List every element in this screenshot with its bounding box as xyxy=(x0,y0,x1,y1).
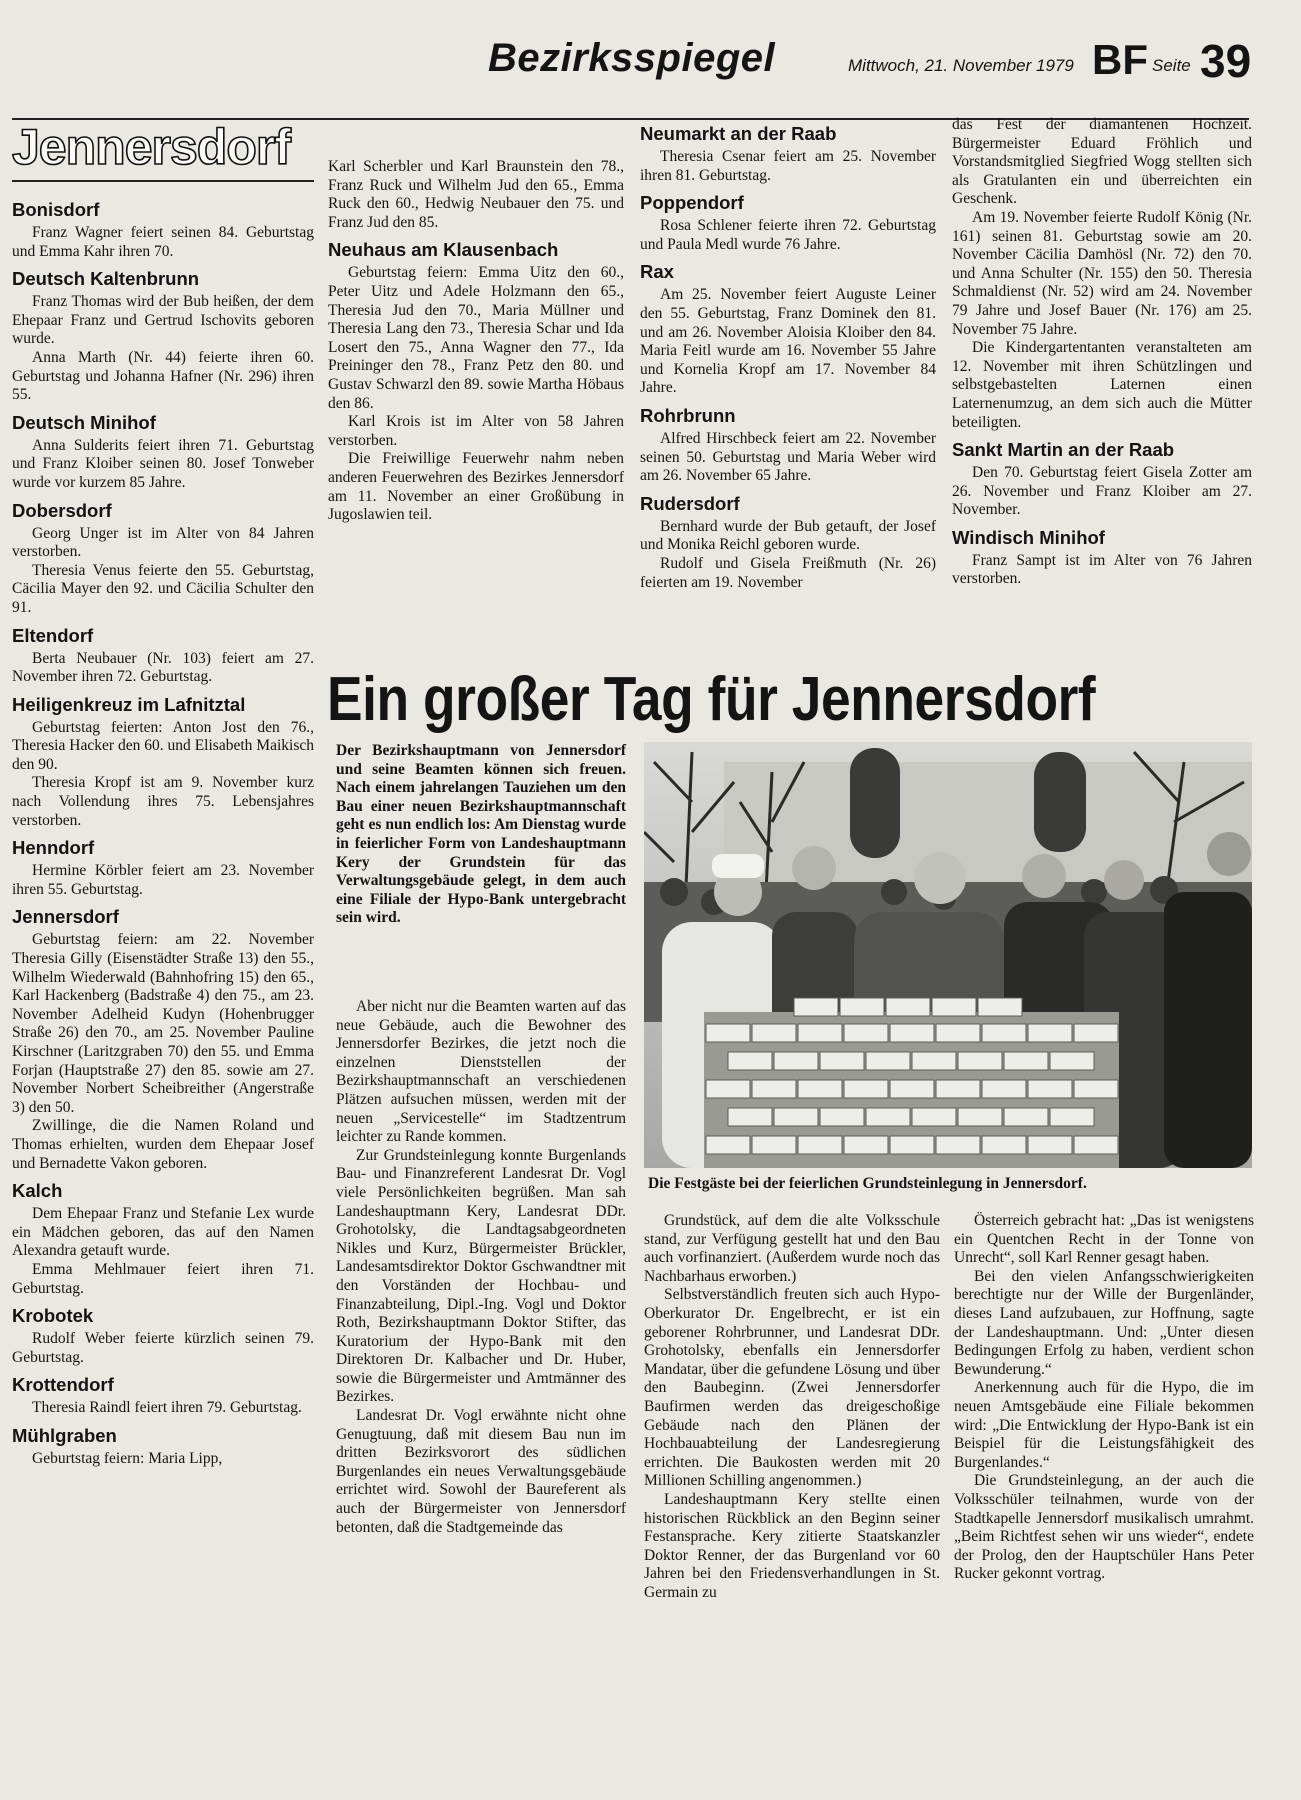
news-paragraph: Geburtstag feiern: Maria Lipp, xyxy=(32,1449,223,1467)
news-paragraph: Dem Ehepaar Franz und Stefanie Lex wurde ein Mädchen geboren, das auf den Namen Alexandra getauft wurde. xyxy=(12,1205,314,1260)
section-title: Bezirksspiegel xyxy=(488,36,776,80)
news-paragraph: Am 25. November feiert Auguste Leiner den 55. Geburtstag, Franz Dominek den 81. und am 26. November Aloisia Kloiber den 84. Maria Feitl wurde am 16. November 55 Jahre und Kornelia Kropf am 17. November 84 Jahre. xyxy=(640,286,936,397)
news-paragraph: Theresia Raindl feiert ihren 79. Geburtstag. xyxy=(32,1399,302,1417)
article-paragraph: Bei den vielen Anfangsschwierigkeiten berechtigte nur der Wille der Burgenländer, dieses Land aufzubauen, zur Hoffnung, sagte der Landeshauptmann. Und: „Unter diesen Bedingungen Erfolg zu haben, verdient schon Bewunderung.“ xyxy=(954,1267,1254,1378)
issue-date: Mittwoch, 21. November 1979 xyxy=(848,56,1074,75)
article-paragraph: Anerkennung auch für die Hypo, die im neuen Amtsgebäude eine Filiale bekommen wird: „Die Entwicklung der Hypo-Bank ist ein Beispiel für die Leistungsfähigkeit des Burgenlandes.“ xyxy=(954,1379,1254,1471)
newspaper-logo: BF xyxy=(1092,36,1148,83)
news-paragraph: Bernhard wurde der Bub getauft, der Josef und Monika Reichl geboren wurde. xyxy=(640,517,936,554)
article-paragraph: Die Grundsteinlegung, an der auch die Volksschüler teilnahmen, wurde von der Stadtkapelle Jennersdorf musikalisch umrahmt. „Beim Richtfest sehen wir uns wieder“, endete der Prolog, den der Hauptschüler Hans Peter Rucker gekonnt vortrag. xyxy=(954,1472,1254,1583)
news-paragraph: Franz Sampt ist im Alter von 76 Jahren verstorben. xyxy=(952,551,1252,588)
place-heading: Sankt Martin an der Raab xyxy=(952,439,1175,461)
news-paragraph: Franz Wagner feiert seinen 84. Geburtstag und Emma Kahr ihren 70. xyxy=(12,224,314,260)
column-1 xyxy=(12,118,314,1469)
article-paragraph: Österreich gebracht hat: „Das ist wenigstens ein Quentchen Recht in der Tonne von Unrecht“, soll Karl Renner gesagt haben. xyxy=(954,1212,1254,1267)
place-heading: Neumarkt an der Raab xyxy=(640,123,837,144)
place-heading: Mühlgraben xyxy=(12,1424,117,1446)
article-paragraph: Grundstück, auf dem die alte Volksschule stand, zur Verfügung gestellt hat und den Bau auch vorfinanziert. (Außerdem wurde noch das Nachbarhaus erworben.) xyxy=(644,1212,940,1285)
place-heading: Rudersdorf xyxy=(640,492,740,514)
local-news-list xyxy=(640,122,936,592)
place-heading: Bonisdorf xyxy=(12,199,100,220)
local-news-list xyxy=(952,116,1252,589)
place-heading: Deutsch Kaltenbrunn xyxy=(12,268,200,290)
news-paragraph: Karl Krois ist im Alter von 58 Jahren verstorben. xyxy=(328,413,624,449)
local-news-list xyxy=(328,158,624,525)
news-paragraph: Anna Marth (Nr. 44) feierte ihren 60. Geburtstag und Johanna Hafner (Nr. 296) ihren 55. xyxy=(12,348,314,404)
article-headline: Ein großer Tag für Jennersdorf xyxy=(327,665,1096,734)
local-news-list xyxy=(12,198,314,1469)
news-paragraph: Franz Thomas wird der Bub heißen, der dem Ehepaar Franz und Gertrud Ischovits geboren wurde. xyxy=(12,293,314,348)
column-4 xyxy=(952,116,1252,589)
news-paragraph: Den 70. Geburtstag feiert Gisela Zotter am 26. November und Franz Kloiber am 27. November. xyxy=(952,464,1252,519)
news-paragraph: Theresia Kropf ist am 9. November kurz nach Vollendung ihres 75. Lebensjahres verstorben. xyxy=(12,774,314,829)
news-paragraph: Geburtstag feiern: am 22. November Theresia Gilly (Eisenstädter Straße 13) den 55., Wilhelm Wiederwald (Bahnhofring 15) den 65., Karl Hackenberg (Badstraße 4) den 75., am 23. November Adelheid Kudyn (Hohenbrugger Straße 26) den 70., am 25. November Pauline Kirschner (Laritzgraben 70) den 55. und Emma Forjan (Hauptstraße 27) den 85. sowie am 27. November Norbert Scheibreither (Angerstraße 3) den 50. xyxy=(12,931,314,1116)
article-text xyxy=(336,998,626,1537)
region-divider xyxy=(12,180,314,182)
place-heading: Henndorf xyxy=(12,837,95,859)
news-paragraph: Rosa Schlener feierte ihren 72. Geburtstag und Paula Medl wurde 76 Jahre. xyxy=(640,217,936,253)
place-heading: Krobotek xyxy=(12,1305,94,1327)
column-2 xyxy=(328,158,624,525)
photo-illustration xyxy=(644,742,1252,1168)
place-heading: Jennersdorf xyxy=(12,906,119,928)
article-text xyxy=(644,1212,940,1602)
photo-caption: Die Festgäste bei der feierlichen Grundsteinlegung in Jennersdorf. xyxy=(648,1175,1087,1192)
article-lead: Der Bezirkshauptmann von Jennersdorf und seine Beamten können sich freuen. Nach einem jahrelangen Tauziehen um den Bau einer neuen Bezirkshauptmannschaft geht es nun endlich los: Am Dienstag wurde in feierlicher Form von Landeshauptmann Kery der Grundstein für das Verwaltungsgebäude gelegt, in dem auch eine Filiale der Hypo-Bank untergebracht sein wird. xyxy=(336,742,626,927)
news-paragraph: Hermine Körbler feiert am 23. November ihren 55. Geburtstag. xyxy=(12,862,314,898)
page-label: Seite xyxy=(1152,56,1191,75)
article-column-3 xyxy=(954,1212,1254,1584)
news-paragraph: Die Freiwillige Feuerwehr nahm neben anderen Feuerwehren des Bezirkes Jennersdorf am 11. November an einer Großübung in Jugoslawien teil. xyxy=(328,450,624,524)
news-paragraph: Rudolf Weber feierte kürzlich seinen 79. Geburtstag. xyxy=(12,1330,314,1366)
article-paragraph: Landeshauptmann Kery stellte einen historischen Rückblick an den Beginn seiner Festansprache. Kery zitierte Staatskanzler Doktor Renner, der das Burgenland vor 60 Jahren bei den Friedensverhandlungen in St. Germain zu xyxy=(644,1490,940,1601)
news-paragraph: das Fest der diamantenen Hochzeit. Bürgermeister Eduard Fröhlich und Vorstandsmitglied Siegfried Wogg stellten sich als Gratulanten ein und überreichten ein Geschenk. xyxy=(952,116,1252,208)
news-paragraph: Die Kindergartentanten veranstalteten am 12. November mit ihren Schützlingen und selbstgebastelten Laternen einen Laternenumzug, an dem sich auch die Mütter beteiligten. xyxy=(952,339,1252,431)
article-column-2 xyxy=(644,1212,940,1602)
place-heading: Rohrbrunn xyxy=(640,404,736,426)
news-paragraph: Theresia Csenar feiert am 25. November ihren 81. Geburtstag. xyxy=(640,148,936,184)
news-paragraph: Georg Unger ist im Alter von 84 Jahren verstorben. xyxy=(12,524,314,561)
news-paragraph: Alfred Hirschbeck feiert am 22. November seinen 50. Geburtstag und Maria Weber wird am 26. November 65 Jahre. xyxy=(640,429,936,485)
place-heading: Neuhaus am Klausenbach xyxy=(328,239,559,261)
news-paragraph: Zwillinge, die die Namen Roland und Thomas erhielten, wurden dem Ehepaar Josef und Bernadette Vakon geboren. xyxy=(12,1117,314,1172)
region-title: Jennersdorf xyxy=(12,119,290,175)
place-heading: Windisch Minihof xyxy=(952,526,1105,548)
page-header xyxy=(0,30,1301,90)
news-paragraph: Karl Scherbler und Karl Braunstein den 78., Franz Ruck und Wilhelm Jud den 65., Emma Ruck den 60., Hedwig Neubauer den 75. und Franz Jud den 85. xyxy=(328,158,624,231)
article-paragraph: Landesrat Dr. Vogl erwähnte nicht ohne Genugtuung, daß mit diesem Bau nun im dritten Bezirksvorort des südlichen Burgenlandes ein neues Verwaltungsgebäude errichtet wird. Sowohl der Baureferent als auch der Bürgermeister von Jennersdorf betonten, daß die Stadtgemeinde das xyxy=(336,1407,626,1536)
place-heading: Krottendorf xyxy=(12,1374,114,1396)
column-3 xyxy=(640,116,936,592)
article-paragraph: Zur Grundsteinlegung konnte Burgenlands Bau- und Finanzreferent Landesrat Dr. Vogl viele Persönlichkeiten begrüßen. Man sah Landeshauptmann Kery, Landesrat DDr. Grohotolsky, die Landtagsabgeordneten Nikles und Kurz, Bürgermeister Brückler, Landesamtsdirektor Doktor Gschwandtner mit den Vorständen der Hochbau- und Finanzabteilung, Dipl.-Ing. Vogl und Doktor Roth, Bezirkshauptmann Doktor Stifter, das Kuratorium der Hypo-Bank mit den Direktoren Dr. Kalbacher und Dr. Huber, sowie die Bürgermeister und Amtmänner des Bezirkes. xyxy=(336,1146,626,1406)
place-heading: Heiligenkreuz im Lafnitztal xyxy=(12,693,246,715)
place-heading: Dobersdorf xyxy=(12,499,112,521)
place-heading: Kalch xyxy=(12,1180,63,1202)
place-heading: Rax xyxy=(640,261,674,283)
news-paragraph: Emma Mehlmauer feiert ihren 71. Geburtstag. xyxy=(12,1260,314,1297)
article-text xyxy=(954,1212,1254,1584)
news-paragraph: Theresia Venus feierte den 55. Geburtstag, Cäcilia Mayer den 92. und Cäcilia Schulter den 91. xyxy=(12,561,314,616)
news-paragraph: Geburtstag feiern: Emma Uitz den 60., Peter Uitz und Adele Holzmann den 65., Theresia Jud den 70., Maria Müllner und Theresia Lang den 73., Theresia Schar und Ida Losert den 75., Anna Wagner den 77., Ida Preininger den 78., Franz Petz den 80. und Gustav Schwarzl den 89. sowie Martha Höbaus den 86. xyxy=(328,264,624,412)
article-paragraph: Aber nicht nur die Beamten warten auf das neue Gebäude, auch die Bewohner des Jennersdorfer Bezirkes, die jetzt noch die einzelnen Dienststellen der Bezirkshauptmannschaft an verschiedenen Plätzen aufsuchen müssen, werden mit der neuen „Servicestelle“ im Stadtzentrum leichter zu Rande kommen. xyxy=(336,998,626,1146)
article-column-1 xyxy=(336,998,626,1537)
place-heading: Eltendorf xyxy=(12,624,94,646)
ceremony-photo xyxy=(644,742,1252,1168)
news-paragraph: Berta Neubauer (Nr. 103) feiert am 27. November ihren 72. Geburtstag. xyxy=(12,649,314,686)
news-paragraph: Rudolf und Gisela Freißmuth (Nr. 26) feierten am 19. November xyxy=(640,554,936,591)
page-number: 39 xyxy=(1200,35,1252,87)
place-heading: Poppendorf xyxy=(640,192,744,214)
news-paragraph: Geburtstag feierten: Anton Jost den 76., Theresia Hacker den 60. und Elisabeth Maikisch den 90. xyxy=(12,718,314,773)
place-heading: Deutsch Minihof xyxy=(12,411,156,433)
news-paragraph: Anna Sulderits feiert ihren 71. Geburtstag und Franz Kloiber seinen 80. Josef Tonweber wurde vor kurzem 85 Jahre. xyxy=(12,436,314,491)
article-paragraph: Selbstverständlich freuten sich auch Hypo-Oberkurator Dr. Engelbrecht, er ist ein geborener Rohrbrunner, und Landesrat DDr. Grohotolsky, ebenfalls ein Jennersdorfer Mandatar, über die gefundene Lösung und über den Baubeginn. (Zwei Jennersdorfer Baufirmen werden das dreigeschoßige Gebäude nach den Plänen der Hochbauabteilung der Landesregierung errichten. Die Baukosten werden mit 20 Millionen Schilling angenommen.) xyxy=(644,1286,940,1490)
news-paragraph: Am 19. November feierte Rudolf König (Nr. 161) seinen 81. Geburtstag sowie am 20. November Cäcilia Damhösl (Nr. 72) den 70. und Anna Schulter (Nr. 155) den 50. Theresia Schmaldienst (Nr. 52) wird am 24. November 79 Jahre und Josef Bauer (Nr. 176) am 25. November 75 Jahre. xyxy=(952,208,1252,338)
